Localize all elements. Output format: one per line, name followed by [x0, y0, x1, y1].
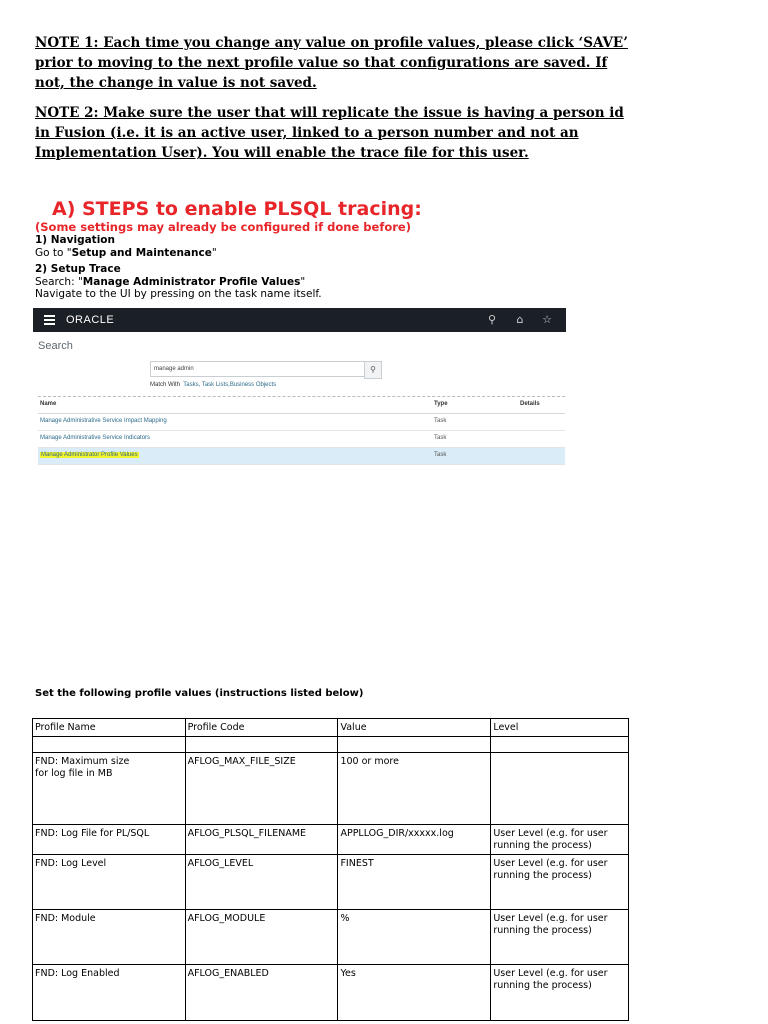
task-link[interactable]: Manage Administrative Service Indicators: [40, 435, 151, 441]
profile-section-title: Set the following profile values (instructions listed below): [35, 688, 364, 699]
profile-code: AFLOG_ENABLED: [185, 965, 338, 1021]
table-row: [33, 965, 629, 1021]
profile-name: FND: Module: [33, 910, 186, 965]
note-2: NOTE 2: Make sure the user that will replicate the issue is having a person id in Fusion (i.e. it is an active user, linked to a person number and not an Implementation User). You will enable the trace file for this user.: [35, 105, 624, 161]
profile-value: %: [338, 910, 491, 965]
table-row: [33, 825, 629, 855]
trace-label: 2) Setup Trace: [35, 263, 121, 275]
task-type: Task: [434, 418, 447, 424]
profile-level: User Level (e.g. for user running the process): [491, 825, 629, 855]
oracle-logo: ORACLE: [66, 314, 115, 326]
profile-name: FND: Maximum size for log file in MB: [33, 753, 186, 825]
notes-section: [35, 33, 635, 173]
results-table: [38, 396, 565, 465]
profile-level: User Level (e.g. for user running the process): [491, 965, 629, 1021]
task-link[interactable]: Manage Administrative Service Impact Mapping: [40, 418, 167, 424]
table-row: [33, 753, 629, 825]
results-header: [38, 396, 565, 414]
steps-title: A) STEPS to enable PLSQL tracing:: [52, 198, 422, 220]
task-type: Task: [434, 435, 447, 441]
table-row: [33, 910, 629, 965]
profile-code: AFLOG_PLSQL_FILENAME: [185, 825, 338, 855]
profile-value: Yes: [338, 965, 491, 1021]
oracle-screenshot: [33, 308, 566, 468]
steps-subtitle: (Some settings may already be configured if done before): [35, 220, 411, 234]
table-row-empty: [33, 737, 629, 753]
profile-level: User Level (e.g. for user running the process): [491, 855, 629, 910]
profile-value: 100 or more: [338, 753, 491, 825]
search-button[interactable]: [364, 361, 382, 379]
table-row: [33, 855, 629, 910]
profile-level: User Level (e.g. for user running the process): [491, 910, 629, 965]
profile-values-table: [32, 718, 629, 1021]
note-1: NOTE 1: Each time you change any value on profile values, please click ‘SAVE’ prior to moving to the next profile value so that configurations are saved. If not, the change in value is not saved.: [35, 35, 628, 91]
home-icon[interactable]: ⌂: [516, 313, 524, 326]
profile-code: AFLOG_LEVEL: [185, 855, 338, 910]
profile-name: FND: Log File for PL/SQL: [33, 825, 186, 855]
oracle-header-bar: [33, 308, 566, 332]
table-row[interactable]: [38, 414, 565, 431]
header-level: Level: [491, 719, 629, 737]
profile-level: [491, 753, 629, 825]
table-row-selected[interactable]: [38, 448, 565, 465]
column-type: Type: [434, 401, 448, 407]
menu-icon[interactable]: [44, 315, 55, 325]
star-icon[interactable]: ☆: [542, 313, 552, 326]
match-with-links[interactable]: Tasks, Task Lists,Business Objects: [183, 382, 277, 388]
search-input[interactable]: manage admin: [150, 361, 367, 377]
header-value: Value: [338, 719, 491, 737]
profile-code: AFLOG_MAX_FILE_SIZE: [185, 753, 338, 825]
table-header-row: [33, 719, 629, 737]
column-name: Name: [40, 401, 57, 407]
search-heading: Search: [38, 340, 73, 352]
task-type: Task: [434, 452, 447, 458]
navigation-label: 1) Navigation: [35, 234, 115, 246]
navigation-instruction: Go to "Setup and Maintenance": [35, 246, 217, 259]
header-profile-name: Profile Name: [33, 719, 186, 737]
trace-instruction: Search: "Manage Administrator Profile Values": [35, 275, 306, 288]
steps-section: [35, 197, 595, 301]
search-icon[interactable]: ⚲: [487, 313, 497, 326]
trace-detail: Navigate to the UI by pressing on the task name itself.: [35, 288, 322, 300]
profile-value: APPLLOG_DIR/xxxxx.log: [338, 825, 491, 855]
profile-value: FINEST: [338, 855, 491, 910]
table-row[interactable]: [38, 431, 565, 448]
navigation-target: Setup and Maintenance: [71, 246, 212, 259]
task-link-highlighted[interactable]: Manage Administrator Profile Values: [41, 452, 138, 458]
profile-code: AFLOG_MODULE: [185, 910, 338, 965]
trace-target: Manage Administrator Profile Values: [82, 275, 301, 288]
header-profile-code: Profile Code: [185, 719, 338, 737]
match-with: Match With Tasks, Task Lists,Business Objects: [150, 382, 277, 388]
column-details: Details: [520, 401, 540, 407]
search-icon: ⚲: [370, 365, 376, 374]
profile-name: FND: Log Level: [33, 855, 186, 910]
profile-name: FND: Log Enabled: [33, 965, 186, 1021]
